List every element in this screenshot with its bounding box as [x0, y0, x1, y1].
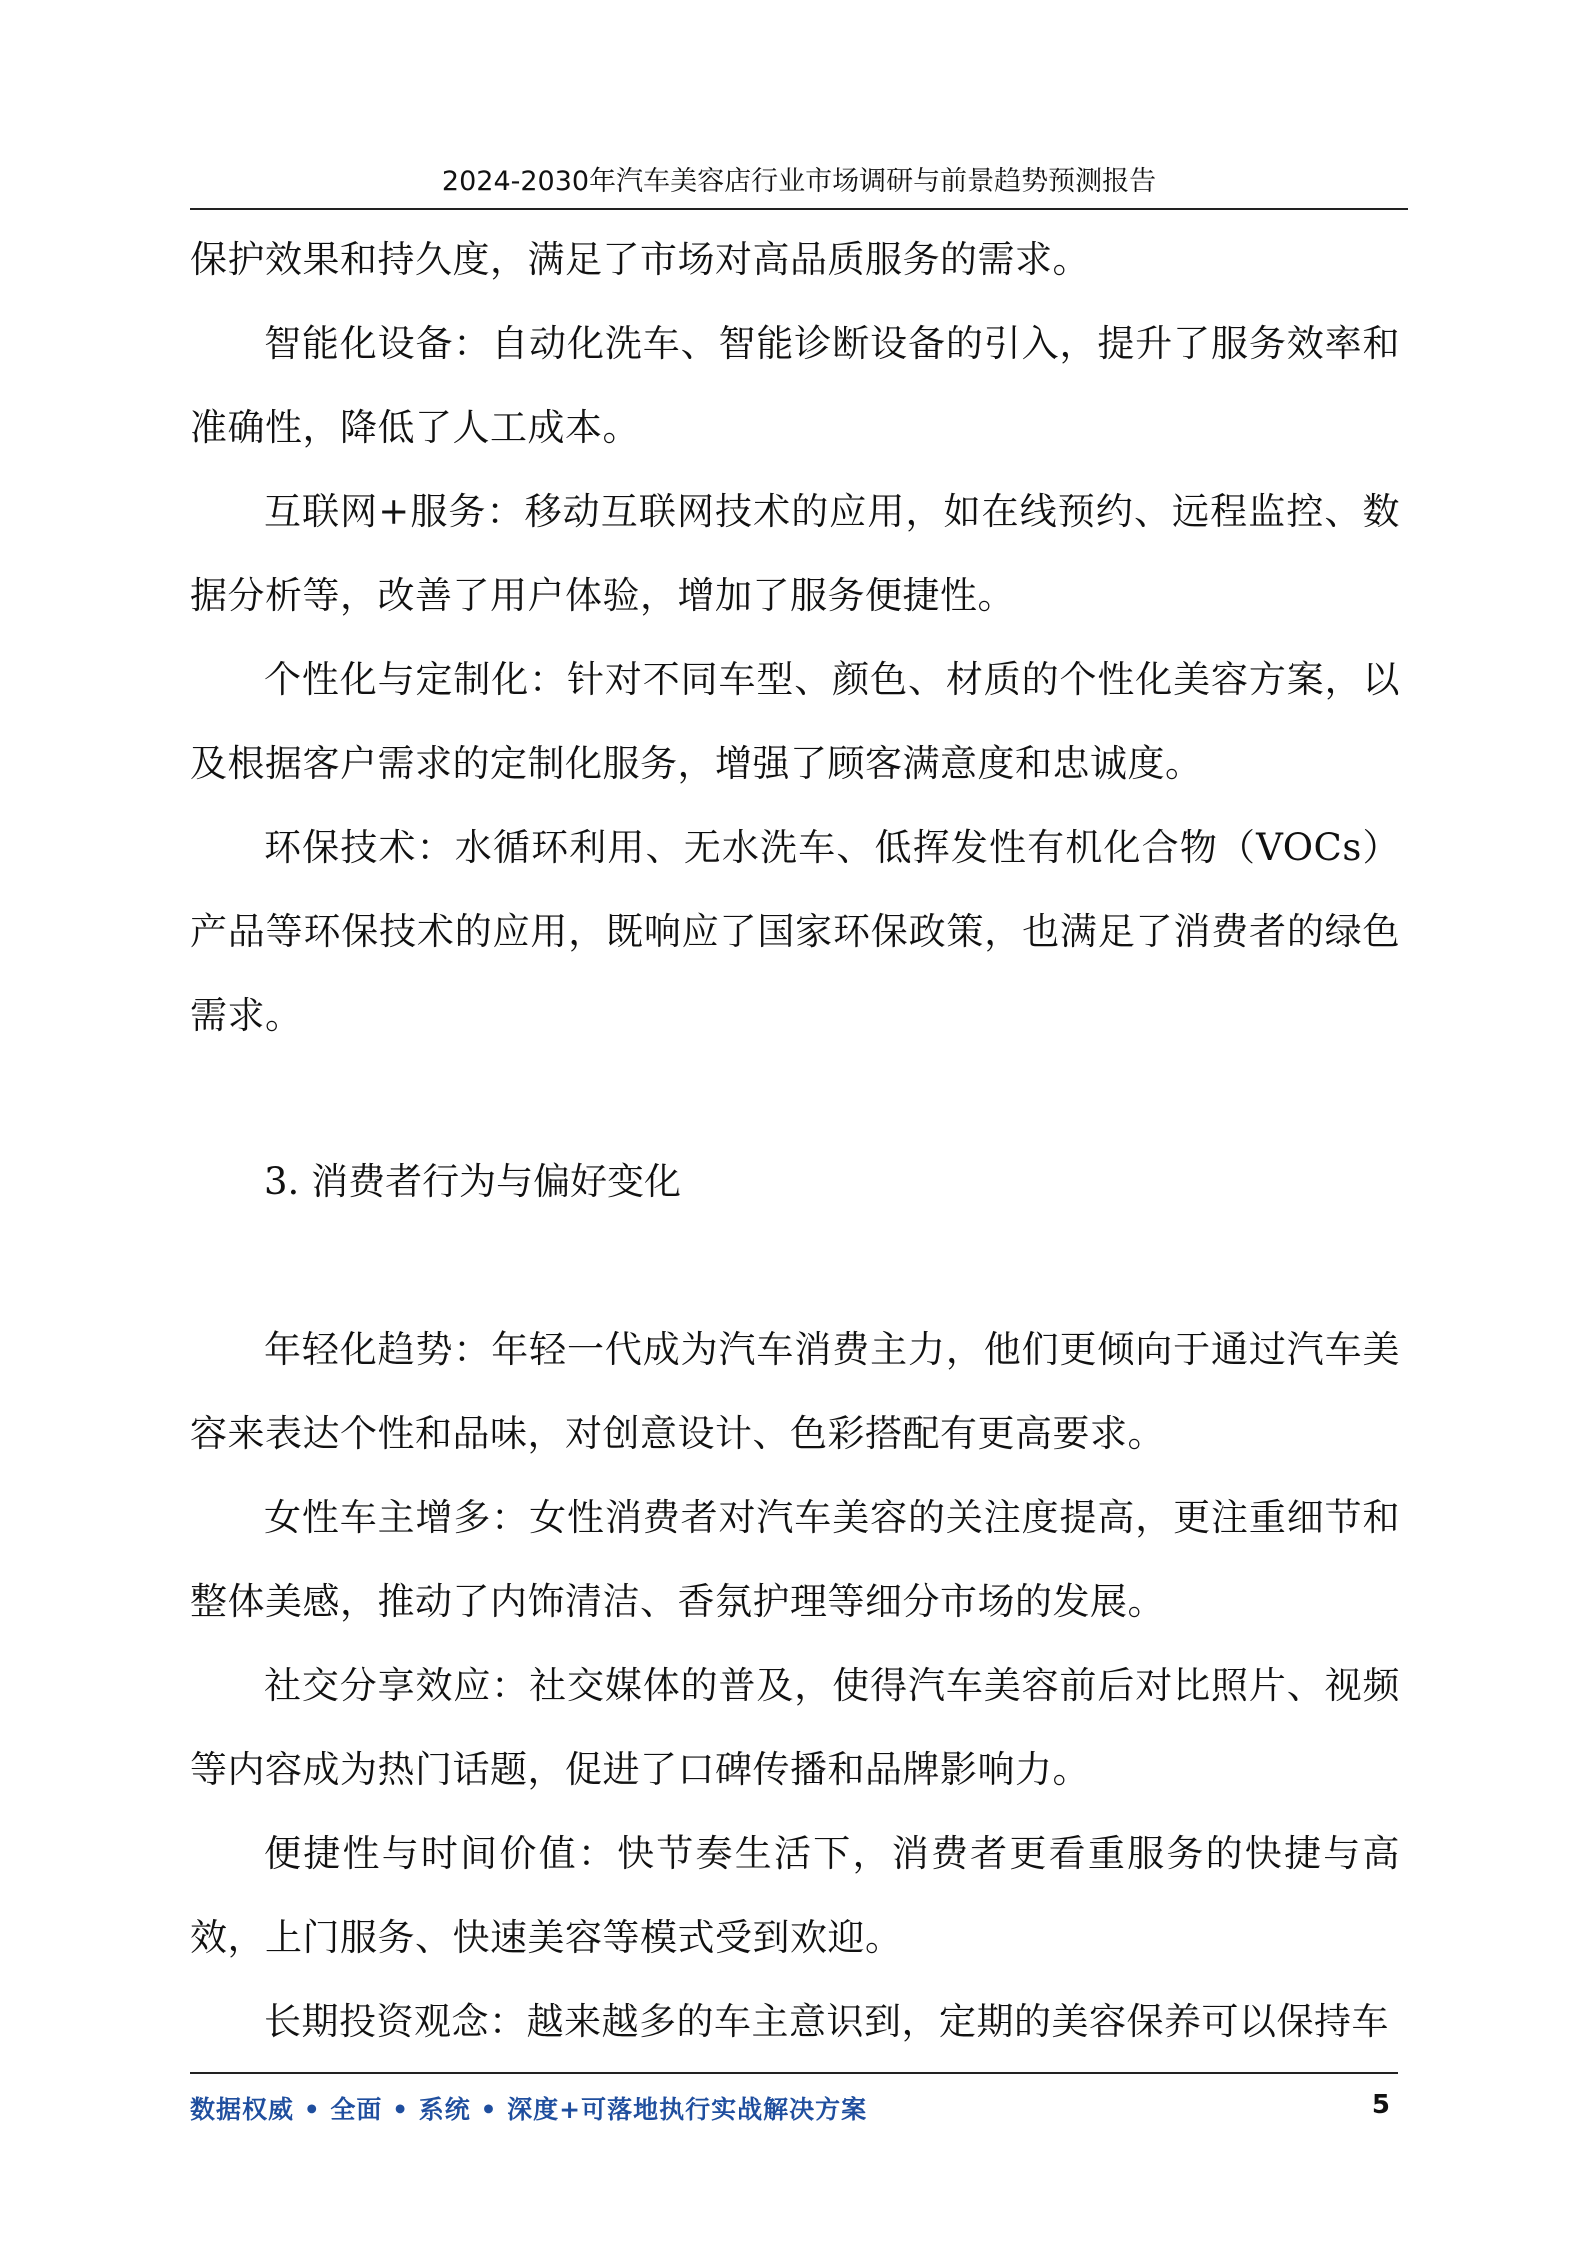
- footer-slogan: 数据权威 • 全面 • 系统 • 深度+可落地执行实战解决方案: [190, 2095, 868, 2124]
- paragraph-convenience: 便捷性与时间价值：快节奏生活下，消费者更看重服务的快捷与高效，上门服务、快速美容等模式受到欢迎。: [190, 1832, 1400, 1959]
- section-heading: 3. 消费者行为与偏好变化: [264, 1160, 682, 1203]
- report-title: 2024-2030年汽车美容店行业市场调研与前景趋势预测报告: [441, 166, 1157, 197]
- blank-line: [190, 1224, 1400, 1308]
- paragraph-younger-trend: 年轻化趋势：年轻一代成为汽车消费主力，他们更倾向于通过汽车美容来表达个性和品味，对创意设计、色彩搭配有更高要求。: [190, 1328, 1400, 1455]
- paragraph-personalization: 个性化与定制化：针对不同车型、颜色、材质的个性化美容方案，以及根据客户需求的定制化服务，增强了顾客满意度和忠诚度。: [190, 658, 1400, 785]
- paragraph-internet-services: 互联网+服务：移动互联网技术的应用，如在线预约、远程监控、数据分析等，改善了用户体验，增加了服务便捷性。: [190, 490, 1400, 617]
- document-body: [190, 218, 1400, 2064]
- paragraph-smart-equipment: 智能化设备：自动化洗车、智能诊断设备的引入，提升了服务效率和准确性，降低了人工成本。: [190, 322, 1400, 449]
- page-footer: [190, 2072, 1398, 2124]
- paragraph-social-sharing: 社交分享效应：社交媒体的普及，使得汽车美容前后对比照片、视频等内容成为热门话题，促进了口碑传播和品牌影响力。: [190, 1664, 1400, 1791]
- blank-line: [190, 1058, 1400, 1140]
- page-number: 5: [1371, 2090, 1390, 2120]
- page-header: [190, 158, 1408, 210]
- paragraph-female-owners: 女性车主增多：女性消费者对汽车美容的关注度提高，更注重细节和整体美感，推动了内饰清洁、香氛护理等细分市场的发展。: [190, 1496, 1400, 1623]
- paragraph-long-term-investment: 长期投资观念：越来越多的车主意识到，定期的美容保养可以保持车: [264, 2000, 1389, 2043]
- paragraph-eco-technology: 环保技术：水循环利用、无水洗车、低挥发性有机化合物（VOCs）产品等环保技术的应用，既响应了国家环保政策，也满足了消费者的绿色需求。: [190, 826, 1400, 1037]
- paragraph-continuation: 保护效果和持久度，满足了市场对高品质服务的需求。: [190, 238, 1090, 281]
